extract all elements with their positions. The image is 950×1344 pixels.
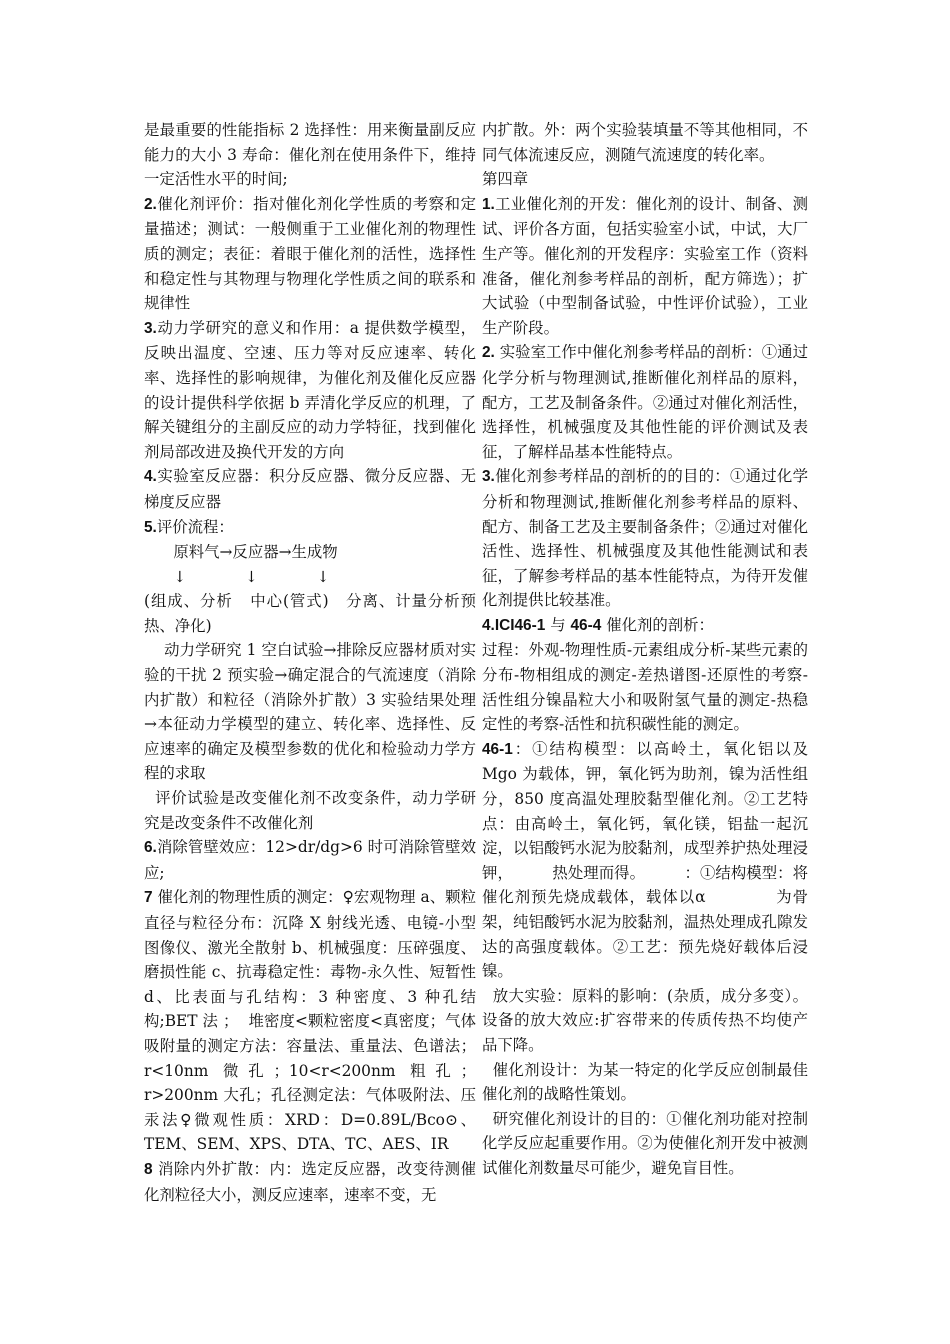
paragraph (144, 786, 476, 835)
paragraph (482, 167, 808, 192)
paragraph-text: 内扩散。外：两个实验装填量不等其他相同，不同气体流速反应，测随气流速度的转化率。 (482, 121, 808, 164)
paragraph-text: 工业催化剂的开发：催化剂的设计、制备、测试、评价各方面，包括实验室小试，中试，大厂生产等。催化剂的开发程序：实验室工作（资料准备，催化剂参考样品的剖析，配方筛选）；扩大试验（中型制备试验，中性评价试验），工业生产阶段。 (482, 194, 808, 337)
paragraph (144, 835, 476, 885)
paragraph-text: 动力学研究 1 空白试验→排除反应器材质对实验的干扰 2 预实验→确定混合的气流速度（消除内扩散）和粒径（消除外扩散）3 实验结果处理→本征动力学模型的建立、转化率、选择性、反应速率的确定及模型参数的优化和检验动力学方程的求取 (144, 641, 476, 783)
paragraph-text: 是最重要的性能指标 2 选择性：用来衡量副反应能力的大小 3 寿命：催化剂在使用条件下，维持一定活性水平的时间; (144, 121, 476, 189)
paragraph-number: 46-4 (570, 616, 602, 634)
paragraph (482, 613, 808, 639)
paragraph-number: 2. (144, 195, 157, 213)
paragraph-number: 8 (144, 1160, 153, 1178)
paragraph (482, 638, 808, 736)
paragraph (144, 589, 476, 638)
paragraph-text: 催化剂的剖析： (601, 615, 714, 634)
paragraph (144, 885, 481, 1157)
paragraph-number: 46-1 (482, 740, 513, 758)
paragraph (144, 118, 476, 192)
paragraph (482, 118, 808, 167)
paragraph-text: 研究催化剂设计的目的：①催化剂功能对控制化学反应起重要作用。②为使催化剂开发中被测试催化剂数量尽可能少，避免盲目性。 (482, 1109, 808, 1177)
paragraph-text: 原料气→反应器→生成物 (144, 543, 338, 562)
paragraph-text: 评价流程： (156, 517, 234, 536)
paragraph-text: 实验室反应器：积分反应器、微分反应器、无梯度反应器 (144, 467, 476, 511)
paragraph-text: ：①结构模型：以高岭土，氧化铝以及 Mgo 为载体，钾，氧化钙为助剂，镍为活性组分，850 度高温处理胶黏型催化剂。②工艺特点：由高岭土，氧化钙，氧化镁，铝盐一起沉淀，以铝酸钙水泥为胶黏剂，成型养护热处理浸钾， 热处理而得。 ：①结构模型：将催化剂预先烧成载体，载体以α 为骨架，纯铝酸钙水泥为胶黏剂，温热处理成孔隙发达的高强度载体。②工艺：预先烧好载体后浸镍。 (482, 739, 813, 981)
paragraph (144, 464, 476, 514)
paragraph-text: 动力学研究的意义和作用：a 提供数学模型，反映出温度、空速、压力等对反应速率、转化率、选择性的影响规律，为催化剂及催化反应器的设计提供科学依据 b 弄清化学反应的机理，了解关键组分的主副反应的动力学特征，找到催化剂局部改进及换代开发的方向 (144, 318, 476, 461)
paragraph-text: 放大实验：原料的影响：(杂质，成分多变）。设备的放大效应:扩容带来的传质传热不均使产品下降。 (482, 986, 808, 1054)
paragraph-number: 2. (482, 344, 495, 362)
paragraph (144, 1157, 476, 1207)
paragraph (144, 565, 476, 590)
paragraph (482, 1058, 808, 1107)
paragraph-text: 过程：外观-物理性质-元素组成分析-某些元素的分布-物相组成的测定-差热谱图-还原性的考察-活性组分镍晶粒大小和吸附氢气量的测定-热稳定性的考察-活性和抗积碳性能的测定。 (482, 641, 808, 734)
paragraph-number: 7 (144, 889, 153, 907)
paragraph-number: 3. (144, 319, 157, 337)
left-column (144, 118, 481, 1207)
paragraph (144, 638, 476, 786)
paragraph-number: 4. (144, 468, 157, 486)
paragraph-text: 与 (545, 615, 571, 634)
paragraph-number: 1. (482, 195, 495, 213)
paragraph (482, 464, 808, 613)
paragraph-text: 消除管壁效应：12>dr/dg>6 时可消除管壁效应; (144, 838, 476, 882)
paragraph (482, 984, 808, 1058)
paragraph (482, 340, 808, 464)
paragraph (482, 192, 808, 341)
paragraph (482, 737, 813, 984)
paragraph-number: 3. (482, 468, 495, 486)
paragraph-number: 5. (144, 518, 157, 536)
paragraph (144, 192, 476, 316)
paragraph-text: 评价试验是改变催化剂不改变条件，动力学研究是改变条件不改催化剂 (144, 789, 476, 832)
paragraph (144, 515, 476, 541)
paragraph (482, 1107, 808, 1181)
paragraph (144, 316, 476, 465)
paragraph-number: 4.ICI46-1 (482, 616, 546, 634)
paragraph-text: 实验室工作中催化剂参考样品的剖析：①通过化学分析与物理测试,推断催化剂样品的原料，配方，工艺及制备条件。②通过对催化剂活性，选择性，机械强度及其他性能的评价测试及表征，了解样品基本性能特点。 (482, 343, 808, 461)
paragraph-text: 催化剂参考样品的剖析的的目的：①通过化学分析和物理测试,推断催化剂参考样品的原料、配方、制备工艺及主要制备条件；②通过对催化活性、选择性、机械强度及其他性能测试和表征，了解参考样品的基本性能特点，为待开发催化剂提供比较基准。 (482, 467, 808, 610)
paragraph-text: 第四章 (482, 170, 529, 189)
paragraph-text: ↓ ↓ ↓ (144, 567, 330, 586)
paragraph-text: 催化剂的物理性质的测定：♀宏观物理 a、颗粒直径与粒径分布：沉降 X 射线光透、电镜-小型图像仪、激光全散射 b、机械强度：压碎强度、磨损性能 c、抗毒稳定性：毒物-永久性、短暂性 d、比表面与孔结构：3 种密度、3 种孔结构;BET 法 ； 堆密度<颗粒密度<真密度；气体吸附量的测定方法：容量法、重量法、色谱法；r<10nm 微孔；10<r<200nm 粗孔；r>200nm 大孔；孔径测定法：气体吸附法、压汞法♀微观性质：XRD：D=0.89L/Bco⊙、TEM、SEM、XPS、DTA、TC、AES、IR (144, 888, 481, 1154)
paragraph-number: 6. (144, 839, 157, 857)
paragraph (144, 540, 476, 565)
paragraph-text: 消除内外扩散：内：选定反应器，改变待测催化剂粒径大小，测反应速率，速率不变，无 (144, 1159, 476, 1204)
right-column (482, 118, 813, 1181)
paragraph-text: (组成、分析 中心(管式) 分离、计量分析预热、净化) (144, 592, 476, 635)
paragraph-text: 催化剂设计：为某一特定的化学反应创制最佳催化剂的战略性策划。 (482, 1060, 808, 1104)
paragraph-text: 催化剂评价：指对催化剂化学性质的考察和定量描述；测试：一般侧重于工业催化剂的物理性质的测定；表征：着眼于催化剂的活性，选择性和稳定性与其物理与物理化学性质之间的联系和规律性 (144, 194, 476, 313)
